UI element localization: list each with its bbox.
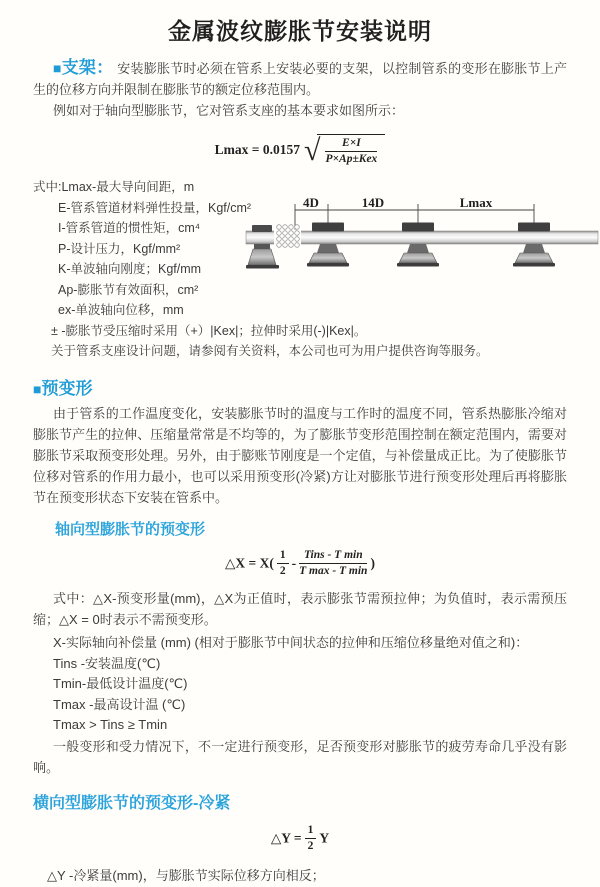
- half-denominator: 2: [279, 565, 286, 578]
- dim-label-14d: 14D: [361, 195, 385, 210]
- predeform-section-heading: [33, 374, 567, 399]
- temp-frac-denominator: T max - T min: [299, 565, 368, 578]
- definition-item: K-单波轴向刚度；Kgf/mm: [58, 262, 202, 277]
- dim-label-4d: 4D: [303, 195, 319, 210]
- lmax-formula: [33, 134, 567, 166]
- support-heading-label: 支架：: [61, 58, 114, 77]
- support-paragraph: [33, 57, 567, 100]
- section-marker-icon: ■: [33, 380, 42, 397]
- guide-support: [307, 223, 349, 267]
- definition-item: 式中:Lmax-最大导向间距，m: [33, 180, 195, 195]
- lmax-formula-denominator: P×Ap±Kex: [325, 153, 378, 166]
- temp-item: Tmin-最低设计温度(℃): [53, 676, 188, 692]
- predeform-heading-label: 预变形: [41, 378, 93, 398]
- lateral-formula-suffix: Y: [319, 830, 330, 846]
- support-intro-text: 安装膨胀节时必须在管系上安装必要的支架，以控制管系的变形在膨胀节上产生的位移方向并限制在膨胀节的额定位移范围内。: [33, 61, 567, 97]
- lmax-formula-lhs: Lmax = 0.0157: [214, 141, 300, 157]
- definition-item: E-管系管道材料弹性投量，Kgf/cm²: [58, 200, 252, 215]
- lateral-formula-prefix: △Y =: [270, 830, 302, 846]
- axial-formula-operator: -: [291, 555, 297, 571]
- support-example-line: 例如对于轴向型膨胀节，它对管系支座的基本要求如图所示：: [53, 103, 405, 118]
- definition-item: Ap-膨胀节有效面积，cm²: [58, 282, 199, 297]
- axial-formula-prefix: △X = X(: [225, 555, 274, 571]
- temp-item: Tmax -最高设计温 (℃): [53, 696, 186, 712]
- half-numerator: 1: [277, 549, 289, 564]
- guide-support: [513, 223, 555, 267]
- predeform-paragraph: 由于管系的工作温度变化，安装膨胀节时的温度与工作时的温度不同，管系热膨胀冷缩对膨胀节产生的拉伸、压缩量常常是不均等的，为了膨胀节变形范围控制在额定范围内，需要对膨胀节采取预变形处理。另外，由于膨账节刚度是一个定值，与补偿量成正比。为了使膨胀节位移对管系的作用力最小，也可以采用预变形(冷紧)方让对膨胀节进行预变形处理后再将膨胀节在预变形状态下安装在管系中。: [33, 405, 567, 505]
- lmax-formula-numerator: E×I: [325, 137, 377, 152]
- definition-item: ex-单波轴向位移，mm: [58, 303, 184, 318]
- x-definition-line: X-实际轴向补偿量 (mm) (相对于膨胀节中间状态的拉伸和压缩位移量绝对值之和)：: [53, 635, 529, 651]
- page-title: 金属波纹膨胀节安装说明: [168, 18, 432, 44]
- temperature-list: [33, 654, 567, 736]
- temp-item: Tmax > Tins ≥ Tmin: [53, 717, 168, 733]
- bellows-icon: [274, 225, 301, 248]
- pipe-support-diagram: [246, 195, 598, 289]
- lateral-half-denominator: 2: [307, 840, 314, 853]
- temp-item: Tins -安装温度(℃): [53, 655, 161, 671]
- dim-label-lmax: Lmax: [459, 195, 493, 210]
- temp-frac-numerator: Tins - T min: [299, 549, 367, 564]
- axial-formula-suffix: ): [370, 555, 375, 571]
- definition-item: 关于管系支座设计问题，请参阅有关资料，本公司也可为用户提供咨询等服务。: [51, 344, 489, 359]
- lateral-explain-line: △Y -冷紧量(mm)，与膨胀节实际位移方向相反；: [47, 868, 325, 884]
- guide-support: [397, 223, 439, 267]
- radical-sign-icon: √: [304, 133, 321, 167]
- lateral-subheading: 横向型膨胀节的预变形-冷紧: [33, 794, 231, 812]
- sqrt-radical: [304, 134, 385, 166]
- axial-explain-paragraph: 式中：△X-预变形量(mm)，△X为正值时，表示膨张节需预拉伸；为负值时，表示需预压缩；△X = 0时表示不需预变形。: [33, 591, 567, 628]
- definition-item: P-设计压力，Kgf/mm²: [58, 241, 181, 256]
- axial-note-line: 一般变形和受力情况下，不一定进行预变形，足否预变形对膨胀节的疲劳寿命几乎没有影响。: [33, 738, 567, 775]
- lateral-half-numerator: 1: [305, 824, 317, 839]
- section-marker-icon: ■: [53, 60, 62, 76]
- axial-subheading: 轴向型膨胀节的预变形: [55, 520, 206, 538]
- axial-formula: [33, 549, 567, 578]
- definition-item: I-管系管道的惯性矩，cm⁴: [58, 221, 201, 236]
- lateral-formula: [33, 824, 567, 853]
- definition-item: ± -膨胀节受压缩时采用（+）|Kex|；拉伸时采用(-)|Kex|。: [51, 323, 367, 338]
- support-section-heading: [53, 58, 113, 77]
